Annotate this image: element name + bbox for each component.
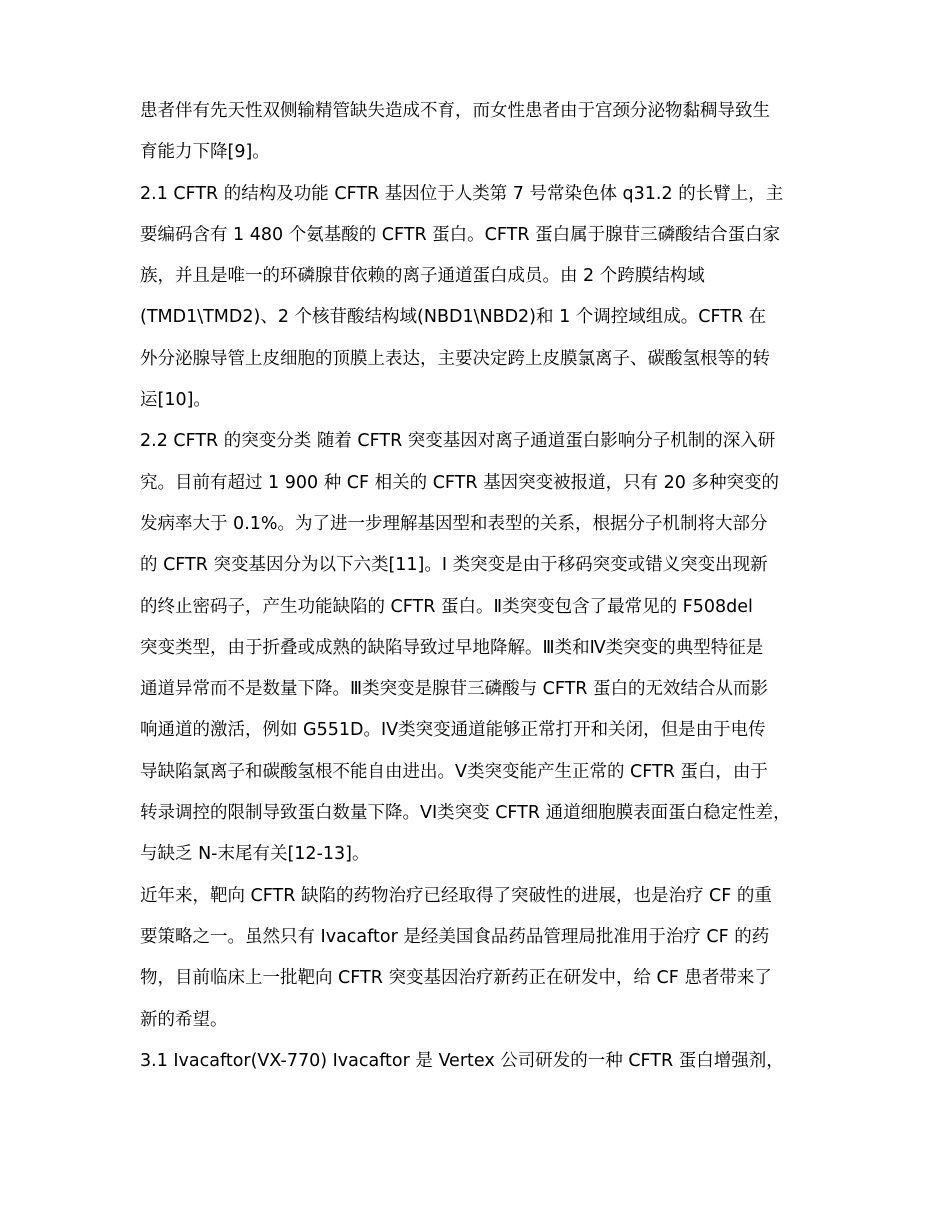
text-line: 响通道的激活，例如 G551D。IV类突变通道能够正常打开和关闭，但是由于电传: [140, 720, 766, 741]
text-line: 与缺乏 N-末尾有关[12-13]。: [140, 844, 370, 865]
text-line: 转录调控的限制导致蛋白数量下降。VI类突变 CFTR 通道细胞膜表面蛋白稳定性差，: [140, 803, 791, 824]
text-line: 族，并且是唯一的环磷腺苷依赖的离子通道蛋白成员。由 2 个跨膜结构域: [140, 266, 705, 287]
text-line: 运[10]。: [140, 390, 211, 411]
document-body: [140, 91, 840, 1082]
text-line: 育能力下降[9]。: [140, 142, 270, 163]
text-line: 近年来，靶向 CFTR 缺陷的药物治疗已经取得了突破性的进展，也是治疗 CF 的重: [140, 885, 772, 906]
text-line: 的 CFTR 突变基因分为以下六类[11]。I 类突变是由于移码突变或错义突变出现新: [140, 555, 768, 576]
text-line: 要策略之一。虽然只有 Ivacaftor 是经美国食品药品管理局批准用于治疗 CF 的药: [140, 926, 770, 947]
text-line: 的终止密码子，产生功能缺陷的 CFTR 蛋白。Ⅱ类突变包含了最常见的 F508del: [140, 596, 753, 617]
text-line: 患者伴有先天性双侧输精管缺失造成不育，而女性患者由于宫颈分泌物黏稠导致生: [140, 101, 770, 121]
text-line: 究。目前有超过 1 900 种 CF 相关的 CFTR 基因突变被报道，只有 20 多种突变的: [140, 472, 779, 493]
text-line: (TMD1\TMD2)、2 个核苷酸结构域(NBD1\NBD2)和 1 个调控域组成。CFTR 在: [140, 307, 767, 328]
text-line: 要编码含有 1 480 个氨基酸的 CFTR 蛋白。CFTR 蛋白属于腺苷三磷酸结合蛋白家: [140, 224, 781, 245]
text-line: 3.1 Ivacaftor(VX-770) Ivacaftor 是 Vertex 公司研发的一种 CFTR 蛋白增强剂，: [140, 1050, 784, 1071]
text-line: 物，目前临床上一批靶向 CFTR 突变基因治疗新药正在研发中，给 CF 患者带来了: [140, 968, 772, 989]
text-line: 新的希望。: [140, 1009, 228, 1030]
text-line: 发病率大于 0.1%。为了进一步理解基因型和表型的关系，根据分子机制将大部分: [140, 513, 768, 534]
text-line: 通道异常而不是数量下降。Ⅲ类突变是腺苷三磷酸与 CFTR 蛋白的无效结合从而影: [140, 679, 769, 700]
text-line: 突变类型，由于折叠或成熟的缺陷导致过早地降解。Ⅲ类和Ⅳ类突变的典型特征是: [140, 637, 764, 658]
text-line: 外分泌腺导管上皮细胞的顶膜上表达，主要决定跨上皮膜氯离子、碳酸氢根等的转: [140, 348, 770, 369]
text-line: 导缺陷氯离子和碳酸氢根不能自由进出。Ⅴ类突变能产生正常的 CFTR 蛋白，由于: [140, 761, 768, 782]
text-line: 2.2 CFTR 的突变分类 随着 CFTR 突变基因对离子通道蛋白影响分子机制的深入研: [140, 431, 776, 452]
text-line: 2.1 CFTR 的结构及功能 CFTR 基因位于人类第 7 号常染色体 q31.2 的长臂上，主: [140, 183, 784, 204]
